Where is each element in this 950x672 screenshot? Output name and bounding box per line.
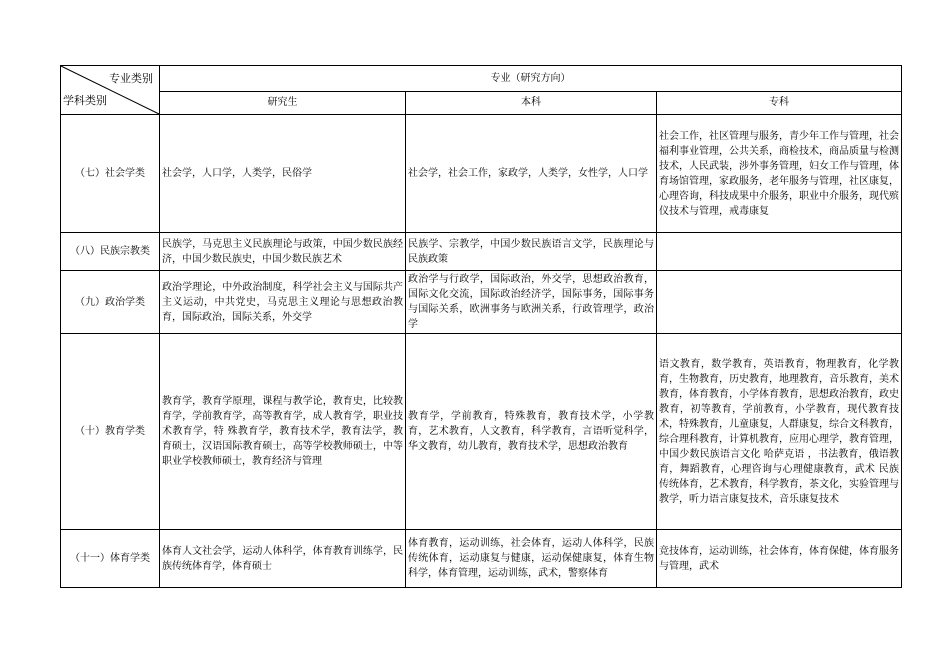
table-row — [61, 334, 902, 530]
category-label: （十）教育学类 — [61, 334, 160, 530]
category-label: （九）政治学类 — [61, 271, 160, 334]
grad-cell: 教育学，教育学原理，课程与教学论，教育史，比较教育学，学前教育学，高等教育学，成人教育学，职业技术教育学，特 殊教育学，教育技术学，教育法学，教育硕士，汉语国际教育硕士，高等学校教师硕士，中等职业学校教师硕士，教育经济与管理 — [160, 334, 406, 530]
college-cell: 语文教育，数学教育，英语教育，物理教育，化学教育，生物教育，历史教育，地理教育，音乐教育，美术教育，体育教育，小学体育教育，思想政治教育，政史教育，初等教育，学前教育，小学教育，现代教育技术，特殊教育，儿童康复，人群康复，综合文科教育，综合理科教育，计算机教育，应用心理学，教育管理，中国少数民族语言文化 哈萨克语 ，书法教育，俄语教育，舞蹈教育，心理咨询与心理健康教育，武术 民族传统体育，艺术教育，科学教育，茶文化，实验管理与教学，听力语言康复技术，音乐康复技术 — [657, 334, 902, 530]
table-row — [61, 530, 902, 588]
col-header-grad: 研究生 — [160, 91, 406, 114]
category-label: （十一）体育学类 — [61, 530, 160, 588]
specialty-table — [60, 65, 902, 588]
grad-cell: 社会学，人口学，人类学，民俗学 — [160, 115, 406, 233]
corner-label-discipline: 学科类别 — [63, 94, 107, 107]
group-header: 专业（研究方向） — [160, 66, 902, 92]
undergrad-cell: 社会学，社会工作，家政学，人类学，女性学，人口学 — [406, 115, 657, 233]
category-label: （七）社会学类 — [61, 115, 160, 233]
table-row — [61, 233, 902, 271]
grad-cell: 民族学，马克思主义民族理论与政策，中国少数民族经济，中国少数民族史，中国少数民族艺术 — [160, 233, 406, 271]
undergrad-cell: 体育教育，运动训练，社会体育，运动人体科学，民族传统体育，运动康复与健康，运动保健康复，体育生物科学，体育管理，运动训练，武术，警察体育 — [406, 530, 657, 588]
grad-cell: 政治学理论，中外政治制度，科学社会主义与国际共产主义运动，中共党史，马克思主义理论与思想政治教育，国际政治，国际关系，外交学 — [160, 271, 406, 334]
undergrad-cell: 教育学，学前教育，特殊教育，教育技术学，小学教育，艺术教育，人文教育，科学教育，言语听觉科学，华文教育，幼儿教育，教育技术学，思想政治教育 — [406, 334, 657, 530]
col-header-college: 专科 — [657, 91, 902, 114]
undergrad-cell: 民族学、宗教学，中国少数民族语言文学，民族理论与民族政策 — [406, 233, 657, 271]
undergrad-cell: 政治学与行政学，国际政治，外交学，思想政治教育，国际文化交流，国际政治经济学，国际事务，国际事务与国际关系，欧洲事务与欧洲关系，行政管理学，政治学 — [406, 271, 657, 334]
college-cell — [657, 271, 902, 334]
category-label: （八）民族宗教类 — [61, 233, 160, 271]
col-header-undergrad: 本科 — [406, 91, 657, 114]
grad-cell: 体育人文社会学，运动人体科学，体育教育训练学，民族传统体育学，体育硕士 — [160, 530, 406, 588]
college-cell: 社会工作，社区管理与服务，青少年工作与管理，社会福利事业管理，公共关系，商检技术，商品质量与检测技术，人民武装，涉外事务管理，妇女工作与管理，体育场馆管理，家政服务，老年服务与管理，社区康复，心理咨询，科技成果中介服务，职业中介服务，现代殡仪技术与管理，戒毒康复 — [657, 115, 902, 233]
table-row — [61, 115, 902, 233]
corner-label-specialty: 专业类别 — [109, 72, 153, 85]
college-cell: 竞技体育，运动训练，社会体育，体育保健，体育服务与管理，武术 — [657, 530, 902, 588]
college-cell — [657, 233, 902, 271]
corner-header-cell — [61, 66, 160, 115]
table-row — [61, 271, 902, 334]
